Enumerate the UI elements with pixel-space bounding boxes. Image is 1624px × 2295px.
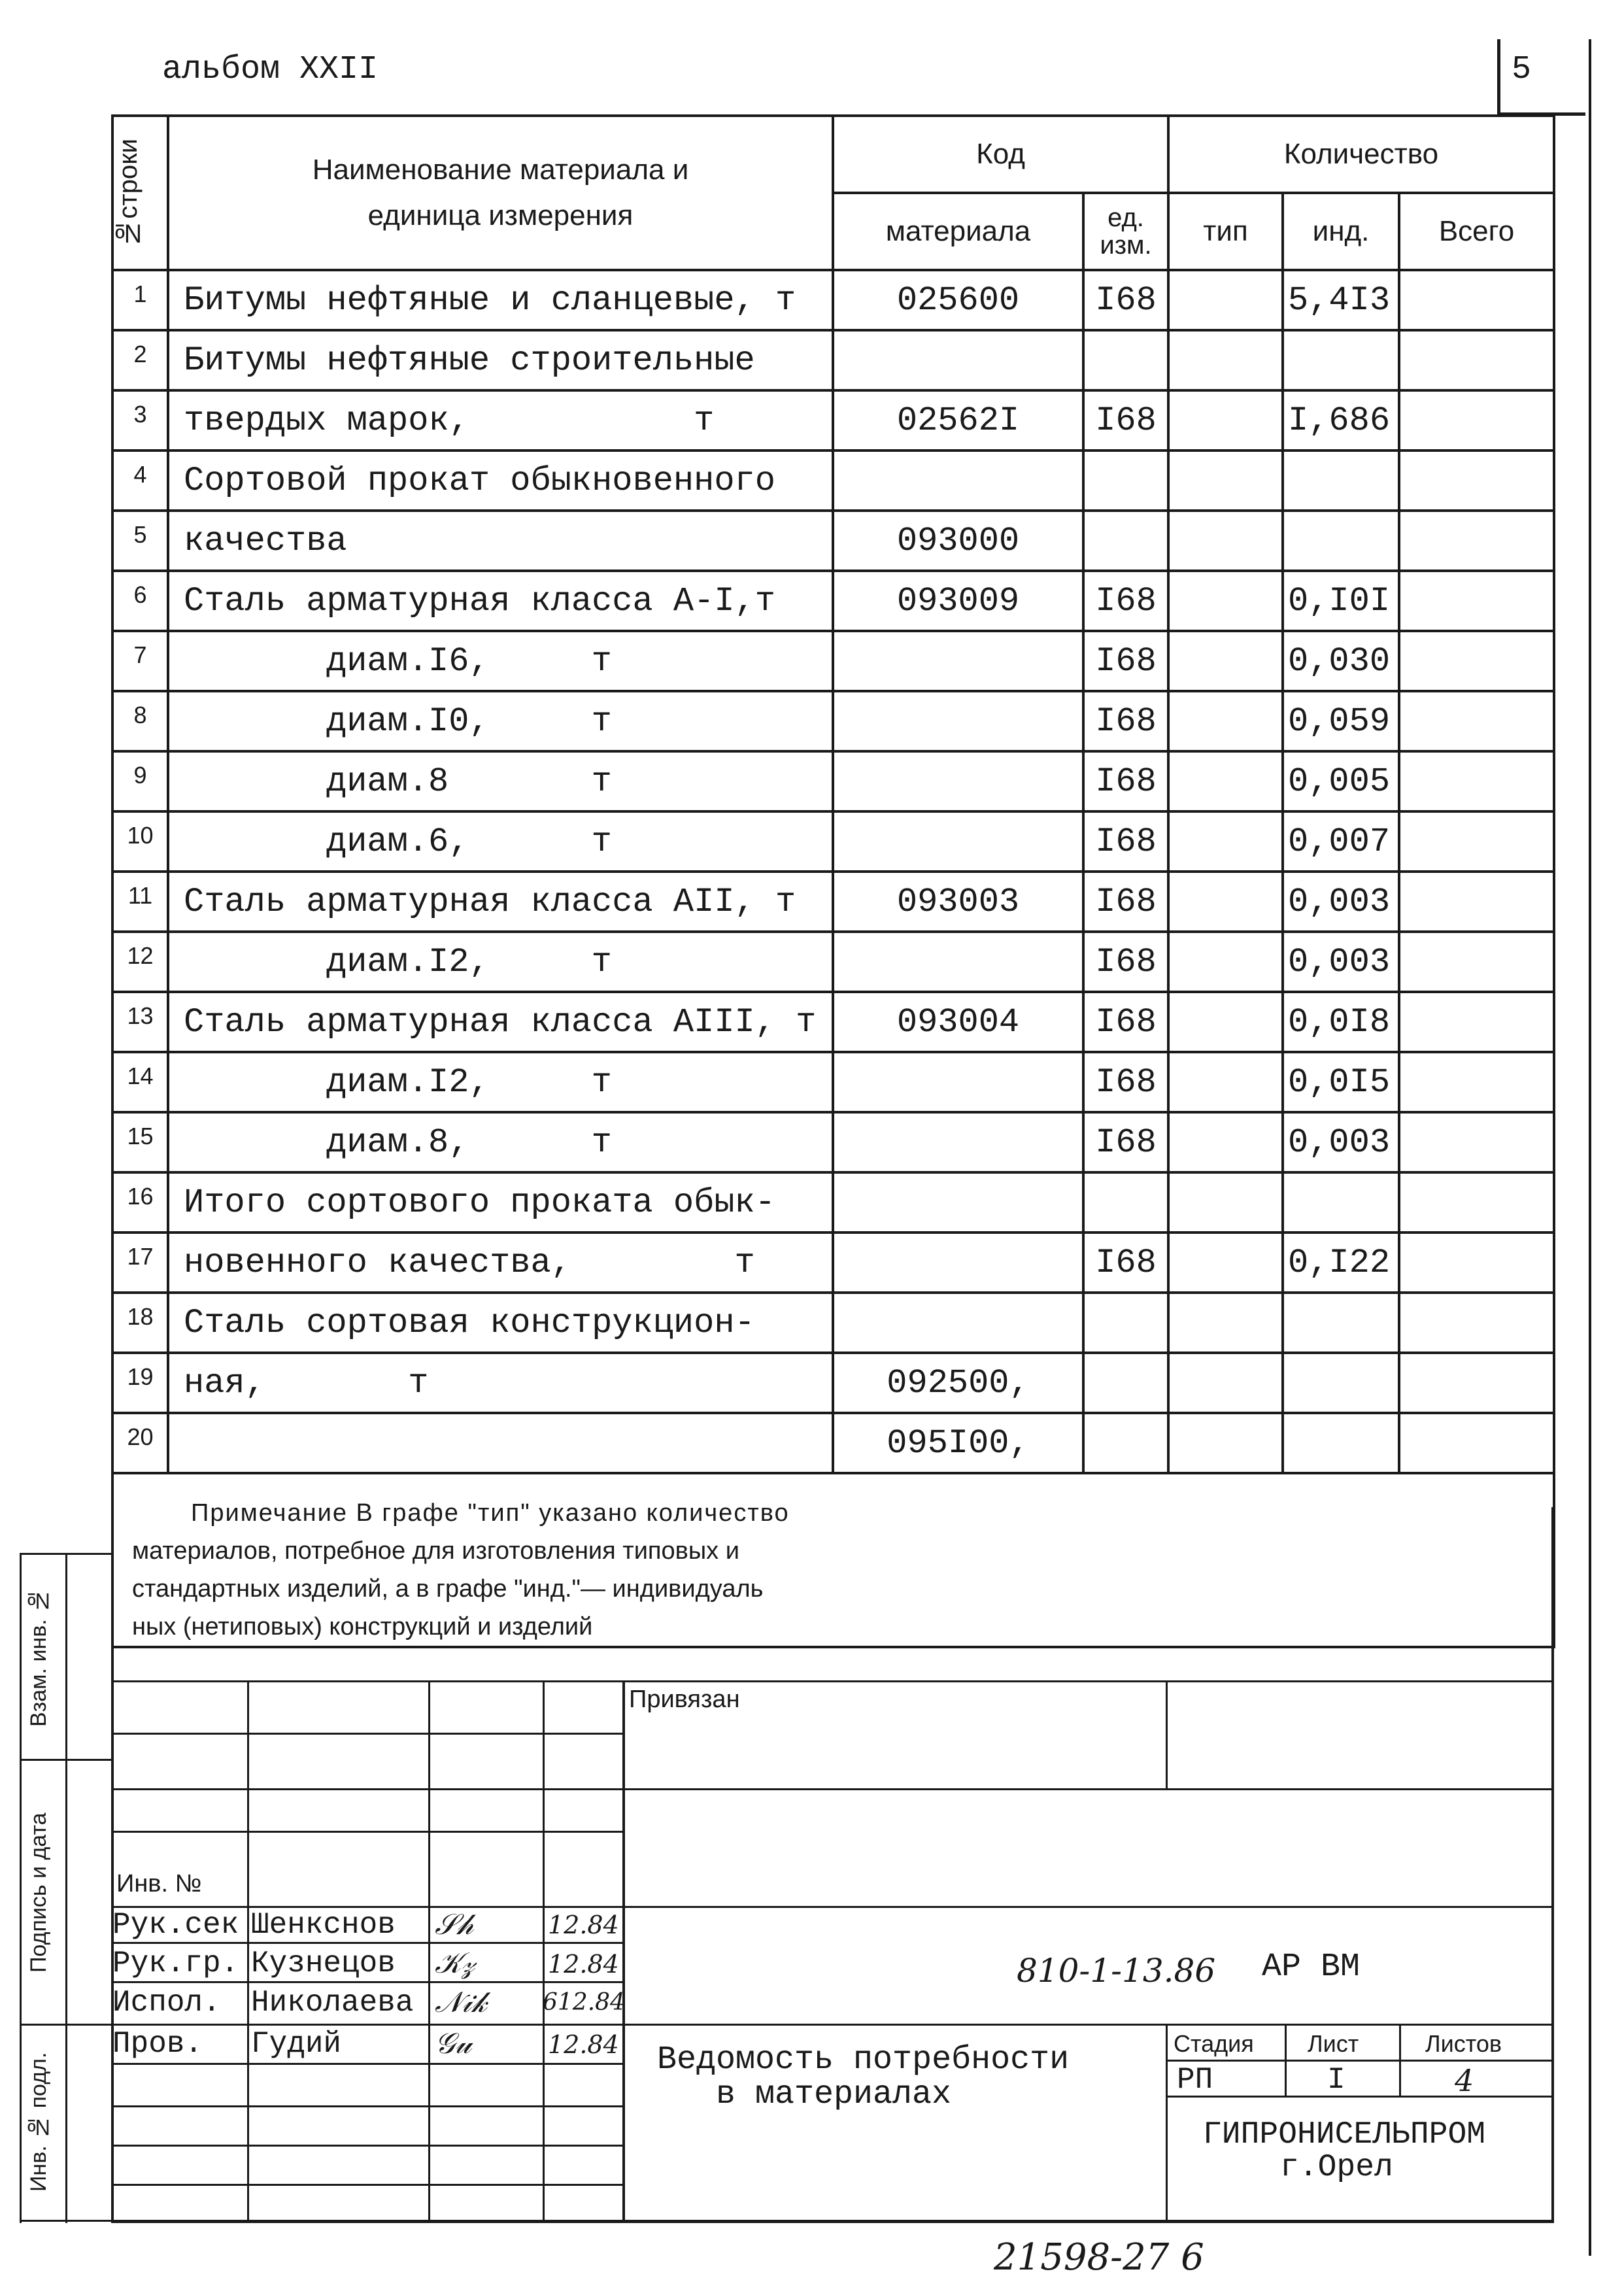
qty-type xyxy=(1168,1172,1283,1232)
qty-total xyxy=(1399,1112,1554,1172)
qty-type xyxy=(1168,1052,1283,1112)
materials-table xyxy=(111,114,1555,1648)
qty-type xyxy=(1168,872,1283,932)
material-code xyxy=(833,932,1083,992)
material-name: Сталь арматурная класса АIII, т xyxy=(168,992,833,1052)
organization-city: г.Орел xyxy=(1280,2150,1393,2185)
qty-type xyxy=(1168,811,1283,872)
unit-code xyxy=(1083,1353,1168,1413)
qty-total xyxy=(1399,872,1554,932)
row-number: 20 xyxy=(112,1413,168,1473)
qty-type xyxy=(1168,1353,1283,1413)
qty-individual xyxy=(1283,511,1399,571)
qty-type xyxy=(1168,571,1283,631)
table-row xyxy=(112,1353,1554,1413)
header-material-name: Наименование материала и единица измерения xyxy=(168,116,833,270)
side-strip-line xyxy=(20,1553,22,2223)
unit-code xyxy=(1083,1293,1168,1353)
right-frame-line xyxy=(1589,39,1591,2256)
material-code xyxy=(833,1293,1083,1353)
signer-name: Николаева xyxy=(251,1986,414,2020)
qty-total xyxy=(1399,1052,1554,1112)
qty-total xyxy=(1399,1293,1554,1353)
material-name: качества xyxy=(168,511,833,571)
row-number: 5 xyxy=(112,511,168,571)
unit-code: I68 xyxy=(1083,390,1168,450)
row-number: 4 xyxy=(112,450,168,511)
table-row xyxy=(112,1172,1554,1232)
unit-code: I68 xyxy=(1083,992,1168,1052)
header-qty-ind: инд. xyxy=(1283,193,1399,270)
signer-role: Рук.сек xyxy=(112,1908,239,1942)
qty-type xyxy=(1168,270,1283,330)
row-number: 8 xyxy=(112,691,168,751)
table-row xyxy=(112,1413,1554,1473)
material-name: диам.8 т xyxy=(168,751,833,811)
table-row xyxy=(112,932,1554,992)
signer-date: 612.84 xyxy=(543,1989,625,2016)
qty-total xyxy=(1399,571,1554,631)
signer-name: Шенкснов xyxy=(251,1908,396,1942)
qty-total xyxy=(1399,1232,1554,1293)
qty-individual xyxy=(1283,1353,1399,1413)
note-line: Примечание В графе "тип" указано количество xyxy=(191,1499,790,1527)
material-name: Итого сортового проката обык- xyxy=(168,1172,833,1232)
page-number-box xyxy=(1497,39,1585,116)
table-row xyxy=(112,270,1554,330)
qty-total xyxy=(1399,1172,1554,1232)
signer-role: Рук.гр. xyxy=(112,1946,239,1980)
material-code: 025600 xyxy=(833,270,1083,330)
header-code-unit: ед. изм. xyxy=(1083,193,1168,270)
note-line: материалов, потребное для изготовления типовых и xyxy=(132,1537,739,1565)
qty-individual xyxy=(1283,1293,1399,1353)
qty-individual: I,686 xyxy=(1283,390,1399,450)
row-number: 6 xyxy=(112,571,168,631)
sheet-label: Лист xyxy=(1308,2030,1359,2057)
material-name: диам.6, т xyxy=(168,811,833,872)
signer-date: 12.84 xyxy=(548,1950,619,1979)
material-name: Сортовой прокат обыкновенного xyxy=(168,450,833,511)
material-code xyxy=(833,811,1083,872)
material-name: диам.I0, т xyxy=(168,691,833,751)
qty-type xyxy=(1168,691,1283,751)
unit-code: I68 xyxy=(1083,932,1168,992)
qty-individual: 0,0I5 xyxy=(1283,1052,1399,1112)
table-row xyxy=(112,872,1554,932)
unit-code: I68 xyxy=(1083,571,1168,631)
material-name: новенного качества, т xyxy=(168,1232,833,1293)
row-number: 18 xyxy=(112,1293,168,1353)
qty-individual: 0,I22 xyxy=(1283,1232,1399,1293)
material-code xyxy=(833,751,1083,811)
row-number: 19 xyxy=(112,1353,168,1413)
qty-type xyxy=(1168,1112,1283,1172)
qty-individual: 0,030 xyxy=(1283,631,1399,691)
header-code: Код xyxy=(833,116,1168,193)
signer-date: 12.84 xyxy=(548,2030,619,2059)
qty-type xyxy=(1168,1413,1283,1473)
material-code xyxy=(833,1052,1083,1112)
signer-date: 12.84 xyxy=(548,1911,619,1939)
header-code-material: материала xyxy=(833,193,1083,270)
material-code: 093009 xyxy=(833,571,1083,631)
sheets-value: 4 xyxy=(1455,2063,1474,2098)
header-quantity: Количество xyxy=(1168,116,1554,193)
qty-individual: 0,003 xyxy=(1283,872,1399,932)
signer-name: Кузнецов xyxy=(251,1946,396,1980)
unit-code: I68 xyxy=(1083,631,1168,691)
material-name: ная, т xyxy=(168,1353,833,1413)
side-label-original-inventory: Инв. № подл. xyxy=(26,2052,51,2192)
note-line: стандартных изделий, а в графе "инд."— индивидуаль xyxy=(132,1575,764,1603)
material-name xyxy=(168,1413,833,1473)
footer-number: 21598-27 6 xyxy=(994,2236,1204,2279)
header-qty-total: Всего xyxy=(1399,193,1554,270)
signature: 𝒦𝓏 xyxy=(435,1946,475,1980)
qty-type xyxy=(1168,992,1283,1052)
side-label-replaced-inventory: Взам. инв. № xyxy=(26,1588,51,1727)
qty-total xyxy=(1399,511,1554,571)
note xyxy=(112,1473,1554,1647)
qty-total xyxy=(1399,992,1554,1052)
signature: 𝒩𝒾𝓀 xyxy=(435,1986,487,2019)
qty-total xyxy=(1399,1353,1554,1413)
table-row xyxy=(112,1112,1554,1172)
material-code xyxy=(833,1232,1083,1293)
row-number: 13 xyxy=(112,992,168,1052)
document-title-line2: в материалах xyxy=(716,2076,952,2113)
table-row xyxy=(112,811,1554,872)
table-row xyxy=(112,751,1554,811)
qty-individual: 0,005 xyxy=(1283,751,1399,811)
qty-type xyxy=(1168,751,1283,811)
signature: 𝒮𝒽 xyxy=(435,1908,474,1941)
qty-total xyxy=(1399,1413,1554,1473)
qty-individual: 0,003 xyxy=(1283,932,1399,992)
material-code: 093000 xyxy=(833,511,1083,571)
qty-type xyxy=(1168,511,1283,571)
linked-label: Привязан xyxy=(629,1686,740,1713)
stage-label: Стадия xyxy=(1174,2030,1254,2057)
unit-code: I68 xyxy=(1083,1112,1168,1172)
qty-total xyxy=(1399,330,1554,390)
organization-name: ГИПРОНИСЕЛЬПРОМ xyxy=(1203,2117,1486,2152)
page-number: 5 xyxy=(1512,51,1532,88)
row-number: 3 xyxy=(112,390,168,450)
row-number: 11 xyxy=(112,872,168,932)
table-row xyxy=(112,992,1554,1052)
unit-code: I68 xyxy=(1083,872,1168,932)
header-qty-type: тип xyxy=(1168,193,1283,270)
qty-individual xyxy=(1283,450,1399,511)
qty-type xyxy=(1168,390,1283,450)
side-label-signature-date: Подпись и дата xyxy=(26,1812,51,1973)
qty-type xyxy=(1168,631,1283,691)
row-number: 7 xyxy=(112,631,168,691)
qty-individual xyxy=(1283,330,1399,390)
material-code xyxy=(833,330,1083,390)
stage-value: РП xyxy=(1177,2063,1213,2097)
row-number: 9 xyxy=(112,751,168,811)
material-code: 093004 xyxy=(833,992,1083,1052)
table-row xyxy=(112,571,1554,631)
row-number: 2 xyxy=(112,330,168,390)
sheets-label: Листов xyxy=(1425,2030,1502,2057)
row-number: 1 xyxy=(112,270,168,330)
unit-code xyxy=(1083,511,1168,571)
qty-type xyxy=(1168,1232,1283,1293)
qty-individual: 0,007 xyxy=(1283,811,1399,872)
table-row xyxy=(112,1232,1554,1293)
qty-individual: 0,059 xyxy=(1283,691,1399,751)
material-code xyxy=(833,691,1083,751)
signer-role: Пров. xyxy=(112,2027,203,2061)
sheet-value: I xyxy=(1327,2063,1345,2097)
unit-code: I68 xyxy=(1083,1232,1168,1293)
album-label: альбом ХХII xyxy=(162,51,379,88)
row-number: 10 xyxy=(112,811,168,872)
unit-code xyxy=(1083,1172,1168,1232)
material-name: Битумы нефтяные строительные xyxy=(168,330,833,390)
qty-individual xyxy=(1283,1172,1399,1232)
table-row xyxy=(112,631,1554,691)
row-number: 12 xyxy=(112,932,168,992)
qty-type xyxy=(1168,330,1283,390)
qty-individual xyxy=(1283,1413,1399,1473)
note-line: ных (нетиповых) конструкций и изделий xyxy=(132,1613,593,1640)
signer-role: Испол. xyxy=(112,1986,221,2020)
signature: 𝒢𝓊 xyxy=(435,2027,472,2060)
qty-type xyxy=(1168,1293,1283,1353)
qty-individual: 5,4I3 xyxy=(1283,270,1399,330)
material-code xyxy=(833,631,1083,691)
qty-total xyxy=(1399,390,1554,450)
material-name: Сталь арматурная класса АII, т xyxy=(168,872,833,932)
table-row xyxy=(112,330,1554,390)
row-number: 17 xyxy=(112,1232,168,1293)
material-code: 02562I xyxy=(833,390,1083,450)
unit-code: I68 xyxy=(1083,270,1168,330)
qty-total xyxy=(1399,450,1554,511)
unit-code xyxy=(1083,330,1168,390)
material-name: Сталь арматурная класса А-I,т xyxy=(168,571,833,631)
unit-code: I68 xyxy=(1083,751,1168,811)
material-name: диам.8, т xyxy=(168,1112,833,1172)
row-number: 16 xyxy=(112,1172,168,1232)
material-code: 093003 xyxy=(833,872,1083,932)
unit-code: I68 xyxy=(1083,811,1168,872)
header-row-number: №строки xyxy=(112,116,168,270)
signer-name: Гудий xyxy=(251,2027,342,2061)
qty-individual: 0,0I8 xyxy=(1283,992,1399,1052)
row-number: 15 xyxy=(112,1112,168,1172)
material-name: твердых марок, т xyxy=(168,390,833,450)
table-row xyxy=(112,1293,1554,1353)
unit-code: I68 xyxy=(1083,1052,1168,1112)
material-code: 095I00, xyxy=(833,1413,1083,1473)
material-code xyxy=(833,1112,1083,1172)
material-name: диам.I2, т xyxy=(168,1052,833,1112)
material-code xyxy=(833,1172,1083,1232)
material-code xyxy=(833,450,1083,511)
material-name: диам.I2, т xyxy=(168,932,833,992)
qty-total xyxy=(1399,751,1554,811)
qty-type xyxy=(1168,932,1283,992)
inventory-label: Инв. № xyxy=(116,1870,202,1897)
material-name: Сталь сортовая конструкцион- xyxy=(168,1293,833,1353)
qty-individual: 0,I0I xyxy=(1283,571,1399,631)
table-row xyxy=(112,1052,1554,1112)
qty-total xyxy=(1399,631,1554,691)
document-code: 810-1-13.86 xyxy=(1017,1952,1216,1990)
table-row xyxy=(112,691,1554,751)
table-row xyxy=(112,390,1554,450)
qty-total xyxy=(1399,811,1554,872)
table-row xyxy=(112,511,1554,571)
table-row xyxy=(112,450,1554,511)
unit-code xyxy=(1083,1413,1168,1473)
material-name: диам.I6, т xyxy=(168,631,833,691)
qty-individual: 0,003 xyxy=(1283,1112,1399,1172)
qty-total xyxy=(1399,270,1554,330)
material-code: 092500, xyxy=(833,1353,1083,1413)
document-mark: АР ВМ xyxy=(1262,1948,1361,1986)
qty-total xyxy=(1399,932,1554,992)
qty-type xyxy=(1168,450,1283,511)
material-name: Битумы нефтяные и сланцевые, т xyxy=(168,270,833,330)
document-title-line1: Ведомость потребности xyxy=(657,2041,1070,2079)
unit-code: I68 xyxy=(1083,691,1168,751)
row-number: 14 xyxy=(112,1052,168,1112)
qty-total xyxy=(1399,691,1554,751)
unit-code xyxy=(1083,450,1168,511)
